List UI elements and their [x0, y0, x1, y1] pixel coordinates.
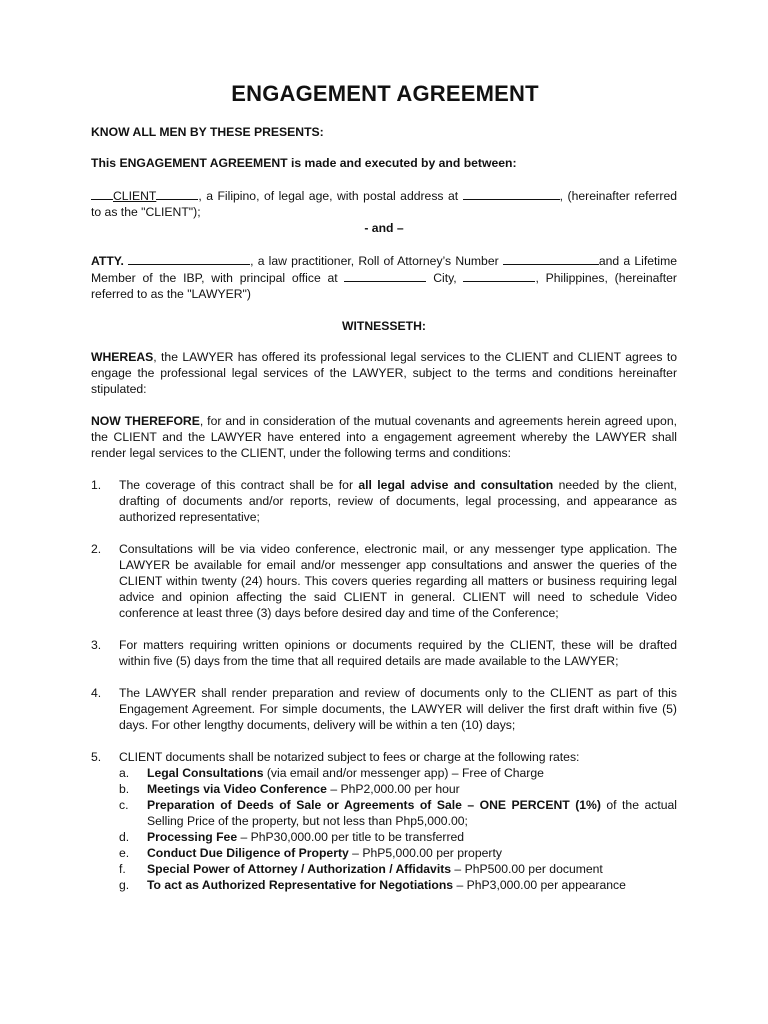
- list-item: [91, 477, 677, 525]
- lawyer-paragraph: [91, 252, 677, 302]
- rate-detail: – PhP2,000.00 per hour: [326, 782, 460, 796]
- document-title: ENGAGEMENT AGREEMENT: [231, 81, 539, 106]
- address-blank: [463, 187, 560, 200]
- lawyer-text-c: City,: [426, 271, 464, 285]
- rate-letter: e.: [119, 846, 130, 860]
- blank-line: [156, 187, 198, 200]
- rate-detail: – PhP5,000.00 per property: [348, 846, 502, 860]
- rate-item: [119, 845, 677, 861]
- rate-letter: c.: [119, 798, 129, 812]
- rates-list: [119, 765, 677, 893]
- rate-title: To act as Authorized Representative for Negotiations: [147, 878, 454, 892]
- rate-item: [119, 781, 677, 797]
- document-body: [91, 80, 677, 893]
- whereas-paragraph: [91, 349, 677, 397]
- item-text: The LAWYER shall render preparation and review of documents only to the CLIENT as part of this Engagement Agreement. For simple documents, the LAWYER will deliver the first draft within five (5) days. For other lengthy documents, delivery will be within a ten (10) days;: [119, 686, 677, 732]
- item-number: 2.: [91, 542, 102, 556]
- terms-list: [91, 477, 677, 893]
- rate-title: Processing Fee: [147, 830, 238, 844]
- lawyer-text-a: , a law practitioner, Roll of Attorney’s Number: [250, 254, 503, 268]
- item-text: needed by the client, drafting of documents and/or reports, review of documents, legal processing, and appearance as authorized representative;: [119, 478, 677, 524]
- now-therefore-text: , for and in consideration of the mutual covenants and agreements herein agreed upon, the CLIENT and the LAWYER have entered into a engagement agreement whereby the LAWYER shall render legal services to the CLIENT, under the following terms and conditions:: [91, 414, 677, 460]
- rate-item: [119, 765, 677, 781]
- rate-detail: – PhP500.00 per document: [451, 862, 603, 876]
- item-text: CLIENT documents shall be notarized subject to fees or charge at the following rates:: [119, 750, 580, 764]
- rate-title: Conduct Due Diligence of Property: [147, 846, 349, 860]
- lawyer-name-blank: [128, 252, 250, 265]
- item-number: 5.: [91, 750, 102, 764]
- rate-letter: d.: [119, 830, 130, 844]
- rate-title: Preparation of Deeds of Sale or Agreements of Sale – ONE PERCENT (1%): [147, 798, 601, 812]
- item-text: The coverage of this contract shall be for: [119, 478, 359, 492]
- item-text: Consultations will be via video conference, electronic mail, or any messenger type application. The LAWYER be available for email and/or messenger app consultations and answer the queries of the CLIENT within twenty (24) hours. This covers queries regarding all matters or business requiring legal advice and opinion affecting the said CLIENT in general. CLIENT will need to schedule Video conference at least three (3) days before desired day and time of the Conference;: [119, 542, 677, 620]
- rate-item: [119, 829, 677, 845]
- rate-item: [119, 797, 677, 829]
- rate-item: [119, 861, 677, 877]
- list-item: [91, 685, 677, 733]
- item-number: 1.: [91, 478, 102, 492]
- now-therefore-lead: NOW THEREFORE: [91, 414, 200, 428]
- lawyer-text-d: , Philippines, (hereinafter referred to as the "LAWYER"): [91, 271, 677, 301]
- rate-detail: of the actual Selling Price of the property, but not less than Php5,000.00;: [147, 798, 677, 828]
- item-bold-text: all legal advise and consultation: [358, 478, 554, 492]
- rate-item: [119, 877, 677, 893]
- rate-detail: – PhP30,000.00 per title to be transferred: [237, 830, 465, 844]
- made-by-line: This ENGAGEMENT AGREEMENT is made and executed by and between:: [91, 156, 517, 170]
- atty-label: ATTY.: [91, 254, 124, 268]
- item-number: 4.: [91, 686, 102, 700]
- list-item: [91, 541, 677, 621]
- item-number: 3.: [91, 638, 102, 652]
- witnesseth-heading: WITNESSETH:: [342, 319, 426, 333]
- and-line: - and –: [364, 221, 404, 235]
- city-blank: [463, 269, 535, 282]
- intro-line: KNOW ALL MEN BY THESE PRESENTS:: [91, 125, 324, 139]
- whereas-text: , the LAWYER has offered its professional legal services to the CLIENT and CLIENT agrees to engage the professional legal services of the LAWYER, subject to the terms and conditions hereinafter stipulated:: [91, 350, 677, 396]
- rate-detail: (via email and/or messenger app) – Free of Charge: [263, 766, 544, 780]
- rate-title: Meetings via Video Conference: [147, 782, 327, 796]
- rate-letter: g.: [119, 878, 130, 892]
- rate-letter: a.: [119, 766, 130, 780]
- list-item: [91, 749, 677, 893]
- lawyer-text-b: and a Lifetime Member of the IBP, with principal office at: [91, 254, 678, 285]
- item-text: For matters requiring written opinions or documents required by the CLIENT, these will be drafted within five (5) days from the time that all required details are made available to the LAWYER;: [119, 638, 677, 668]
- rate-title: Special Power of Attorney / Authorization / Affidavits: [147, 862, 452, 876]
- list-item: [91, 637, 677, 669]
- blank-line: [91, 187, 113, 200]
- office-blank: [344, 269, 426, 282]
- whereas-lead: WHEREAS: [91, 350, 154, 364]
- client-name: CLIENT: [113, 189, 157, 203]
- rate-detail: – PhP3,000.00 per appearance: [453, 878, 626, 892]
- rate-title: Legal Consultations: [147, 766, 264, 780]
- client-paragraph: [91, 187, 677, 220]
- client-text-a: , a Filipino, of legal age, with postal address at: [198, 189, 463, 203]
- rate-letter: f.: [119, 862, 126, 876]
- now-therefore-paragraph: [91, 413, 677, 461]
- client-text-b: , (hereinafter referred to as the "CLIENT");: [91, 189, 677, 219]
- rate-letter: b.: [119, 782, 130, 796]
- roll-number-blank: [503, 252, 599, 265]
